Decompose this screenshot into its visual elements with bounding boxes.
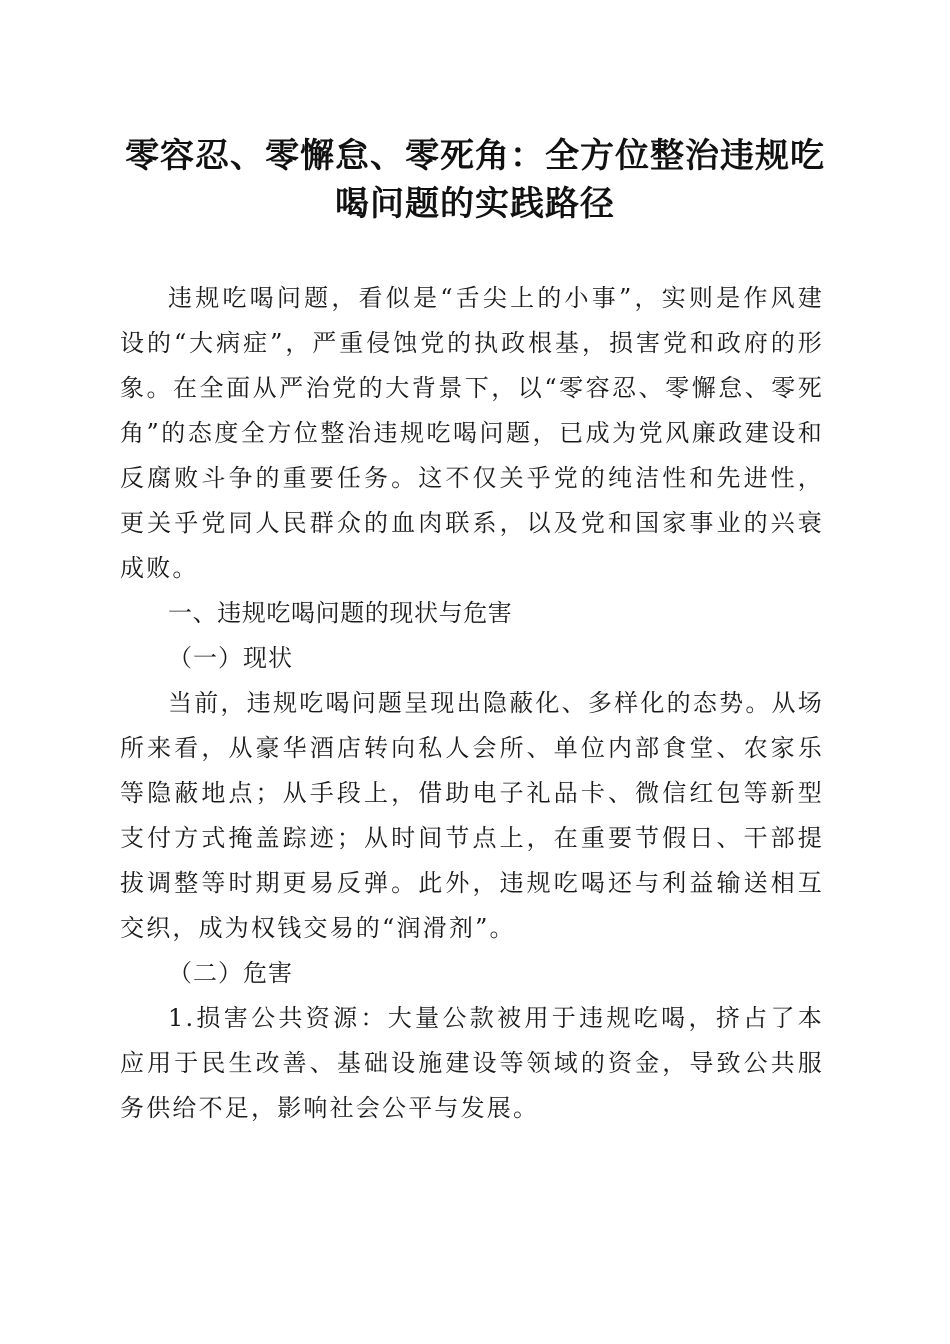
- document-title: 零容忍、零懈怠、零死角：全方位整治违规吃喝问题的实践路径: [125, 136, 825, 224]
- harm-item-1: 1.损害公共资源：大量公款被用于违规吃喝，挤占了本应用于民生改善、基础设施建设等领域的资金，导致公共服务供给不足，影响社会公平与发展。: [120, 1004, 824, 1122]
- section-heading: 一、违规吃喝问题的现状与危害: [168, 599, 513, 627]
- subsection-heading-harm: （二）危害: [168, 959, 293, 987]
- subsection-heading-status: （一）现状: [168, 644, 293, 672]
- intro-paragraph: 违规吃喝问题，看似是“舌尖上的小事”，实则是作风建设的“大病症”，严重侵蚀党的执政根基，损害党和政府的形象。在全面从严治党的大背景下，以“零容忍、零懈怠、零死角”的态度全方位整治违规吃喝问题，已成为党风廉政建设和反腐败斗争的重要任务。这不仅关乎党的纯洁性和先进性，更关乎党同人民群众的血肉联系，以及党和国家事业的兴衰成败。: [120, 284, 824, 582]
- document-body: [120, 276, 824, 1131]
- status-paragraph: 当前，违规吃喝问题呈现出隐蔽化、多样化的态势。从场所来看，从豪华酒店转向私人会所、单位内部食堂、农家乐等隐蔽地点；从手段上，借助电子礼品卡、微信红包等新型支付方式掩盖踪迹；从时间节点上，在重要节假日、干部提拔调整等时期更易反弹。此外，违规吃喝还与利益输送相互交织，成为权钱交易的“润滑剂”。: [120, 689, 824, 942]
